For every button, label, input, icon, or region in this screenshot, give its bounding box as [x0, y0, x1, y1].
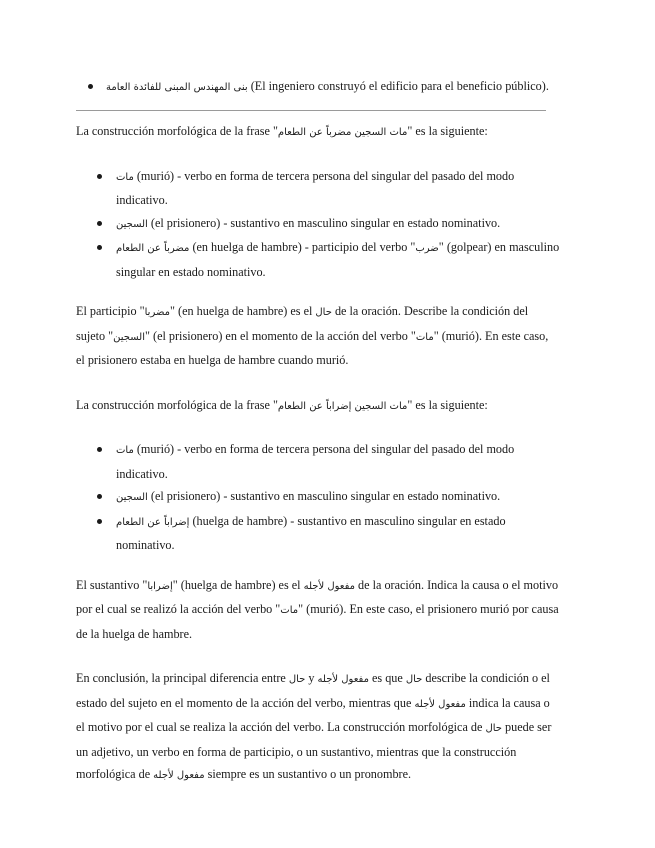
list-item: مات (murió) - verbo en forma de tercera persona del singular del pasado del modo indicativo.	[76, 438, 560, 485]
horizontal-divider	[76, 110, 546, 111]
section1-paragraph: El participio "مضربا" (en huelga de hambre) es el حال de la oración. Describe la condición del sujeto "السجين" (el prisionero) en el momento de la acción del verbo "مات" (murió). En este caso, el prisionero estaba en huelga de hambre cuando murió.	[76, 304, 549, 367]
list-item: مات (murió) - verbo en forma de tercera persona del singular del pasado del modo indicativo.	[76, 165, 560, 212]
section2-list	[76, 438, 560, 557]
document-body	[76, 120, 560, 788]
list-item	[76, 77, 576, 97]
list-item: السجين (el prisionero) - sustantivo en masculino singular en estado nominativo.	[76, 485, 560, 510]
arabic-phrase: مات السجين مضرباً عن الطعام	[277, 127, 408, 138]
section1-intro: La construcción morfológica de la frase "مات السجين مضرباً عن الطعام" es la siguiente:	[76, 124, 488, 138]
section2-paragraph: El sustantivo "إضرابا" (huelga de hambre) es el مفعول لأجله de la oración. Indica la causa o el motivo por el cual se realizó la acción del verbo "مات" (murió). En este caso, el prisionero murió por causa de la huelga de hambre.	[76, 577, 559, 641]
arabic-text: بنى المهندس المبنى للفائدة العامة	[106, 82, 248, 93]
list-item: إضراباً عن الطعام (huelga de hambre) - sustantivo en masculino singular en estado nominativo.	[76, 510, 560, 557]
section2-intro: La construcción morfológica de la frase "مات السجين إضراباً عن الطعام" es la siguiente:	[76, 397, 488, 412]
conclusion-paragraph: En conclusión, la principal diferencia entre حال y مفعول لأجله es que حال describe la condición o el estado del sujeto en el momento de la acción del verbo, mientras que مفعول لأجله indica la causa o el motivo por el cual se realiza la acción del verbo. La construcción morfológica de حال puede ser un adjetivo, un verbo en forma de participio, o un sustantivo, mientras que la construcción morfológica de مفعول لأجله siempre es un sustantivo o un pronombre.	[76, 671, 552, 781]
list-item: مضرباً عن الطعام (en huelga de hambre) - participio del verbo "ضرب" (golpear) en masculino singular en estado nominativo.	[76, 236, 560, 283]
section1-list	[76, 165, 560, 284]
list-item: السجين (el prisionero) - sustantivo en masculino singular en estado nominativo.	[76, 212, 560, 237]
arabic-phrase: مات السجين إضراباً عن الطعام	[277, 400, 408, 412]
top-example-list	[76, 77, 576, 97]
translation-text: (El ingeniero construyó el edificio para el beneficio público).	[250, 79, 549, 93]
